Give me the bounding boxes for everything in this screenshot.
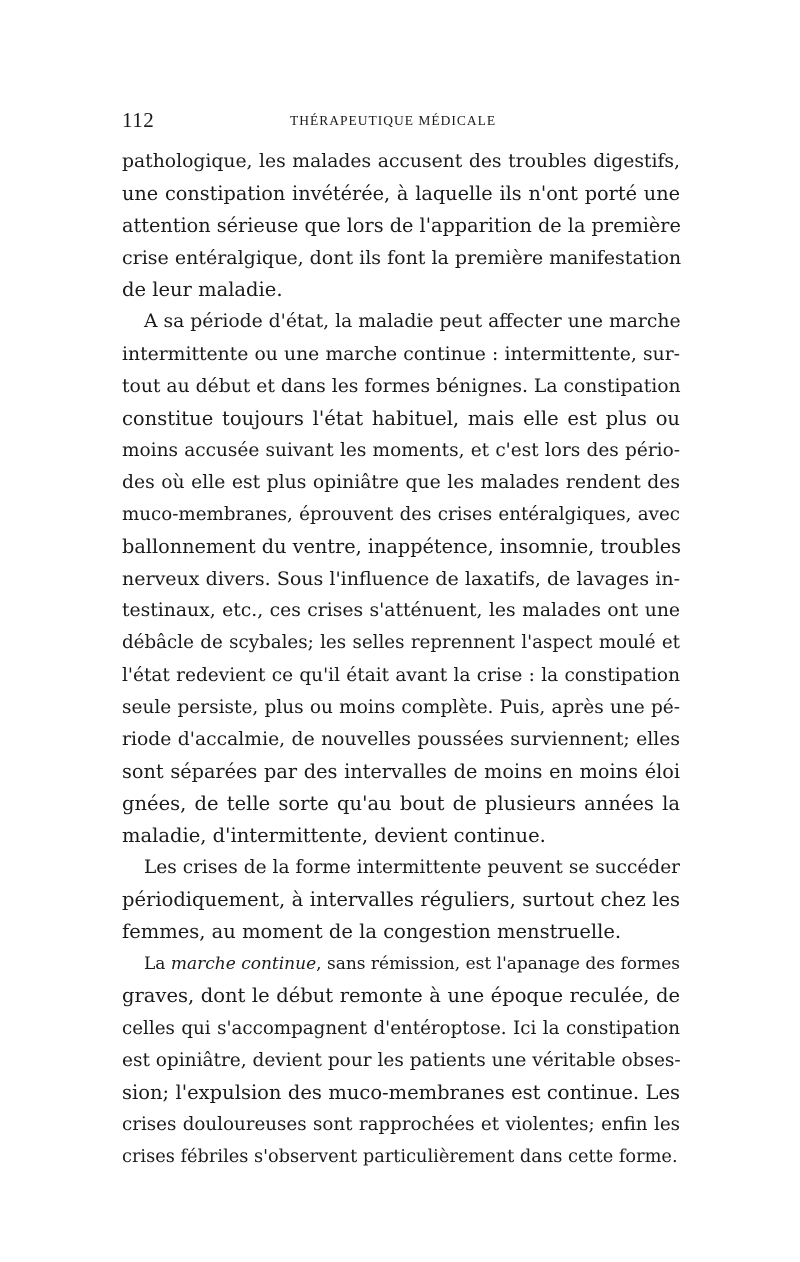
text-line: nerveux divers. Sous l'influence de laxatifs, de lavages in- <box>122 568 680 591</box>
text-line: crises fébriles s'observent particulièrement dans cette forme. <box>122 1146 678 1167</box>
text-segment: , sans rémission, est l'apanage des formes <box>316 954 680 975</box>
text-line: l'état redevient ce qu'il était avant la crise : la constipation <box>122 664 680 686</box>
text-line: gnées, de telle sorte qu'au bout de plusieurs années la <box>122 791 680 815</box>
text-line: de leur maladie. <box>122 278 283 302</box>
text-line: maladie, d'intermittente, devient continue. <box>122 823 546 847</box>
text-line: crise entéralgique, dont ils font la première manifestation <box>122 247 682 270</box>
running-head: THÉRAPEUTIQUE MÉDICALE <box>290 113 497 128</box>
text-line: débâcle de scybales; les selles reprennent l'aspect moulé et <box>122 632 680 654</box>
text-segment: La <box>144 954 171 975</box>
text-line: ballonnement du ventre, inappétence, insomnie, troubles <box>122 535 682 559</box>
text-line: crises douloureuses sont rapprochées et violentes; enfin les <box>122 1113 680 1135</box>
text-line: riode d'accalmie, de nouvelles poussées surviennent; elles <box>122 728 680 750</box>
text-line: des où elle est plus opiniâtre que les malades rendent des <box>122 471 680 493</box>
text-line: testinaux, etc., ces crises s'atténuent, les malades ont une <box>122 600 680 622</box>
text-line: celles qui s'accompagnent d'entéroptose. Ici la constipation <box>122 1017 680 1039</box>
page-number: 112 <box>122 108 155 132</box>
text-line: muco-membranes, éprouvent des crises entéralgiques, avec <box>122 504 680 526</box>
text-line: tout au début et dans les formes bénignes. La constipation <box>122 375 681 397</box>
text-line <box>122 948 680 980</box>
text-line: pathologique, les malades accusent des troubles digestifs, <box>122 151 680 172</box>
text-line: seule persiste, plus ou moins complète. Puis, après une pé- <box>122 696 680 718</box>
text-line: constitue toujours l'état habituel, mais elle est plus ou <box>122 406 680 430</box>
text-line: Les crises de la forme intermittente peuvent se succéder <box>144 857 680 879</box>
text-line: périodiquement, à intervalles réguliers, surtout chez les <box>122 888 680 912</box>
text-line: moins accusée suivant les moments, et c'est lors des pério- <box>122 439 680 461</box>
text-line: femmes, au moment de la congestion menstruelle. <box>122 920 622 944</box>
text-line: A sa période d'état, la maladie peut affecter une marche <box>144 311 681 333</box>
italic-term: marche continue <box>170 954 317 975</box>
text-line: sion; l'expulsion des muco-membranes est continue. Les <box>122 1080 680 1104</box>
text-line: graves, dont le début remonte à une époque reculée, de <box>122 984 680 1008</box>
page-header <box>122 108 680 134</box>
text-line: sont séparées par des intervalles de moins en moins éloi <box>122 759 680 783</box>
text-line: est opiniâtre, devient pour les patients une véritable obses- <box>122 1049 681 1071</box>
text-line: attention sérieuse que lors de l'apparition de la première <box>122 214 681 238</box>
text-line: une constipation invétérée, à laquelle ils n'ont porté une <box>122 182 680 206</box>
text-line: intermittente ou une marche continue : intermittente, sur- <box>122 343 680 365</box>
body-text <box>122 146 680 1173</box>
